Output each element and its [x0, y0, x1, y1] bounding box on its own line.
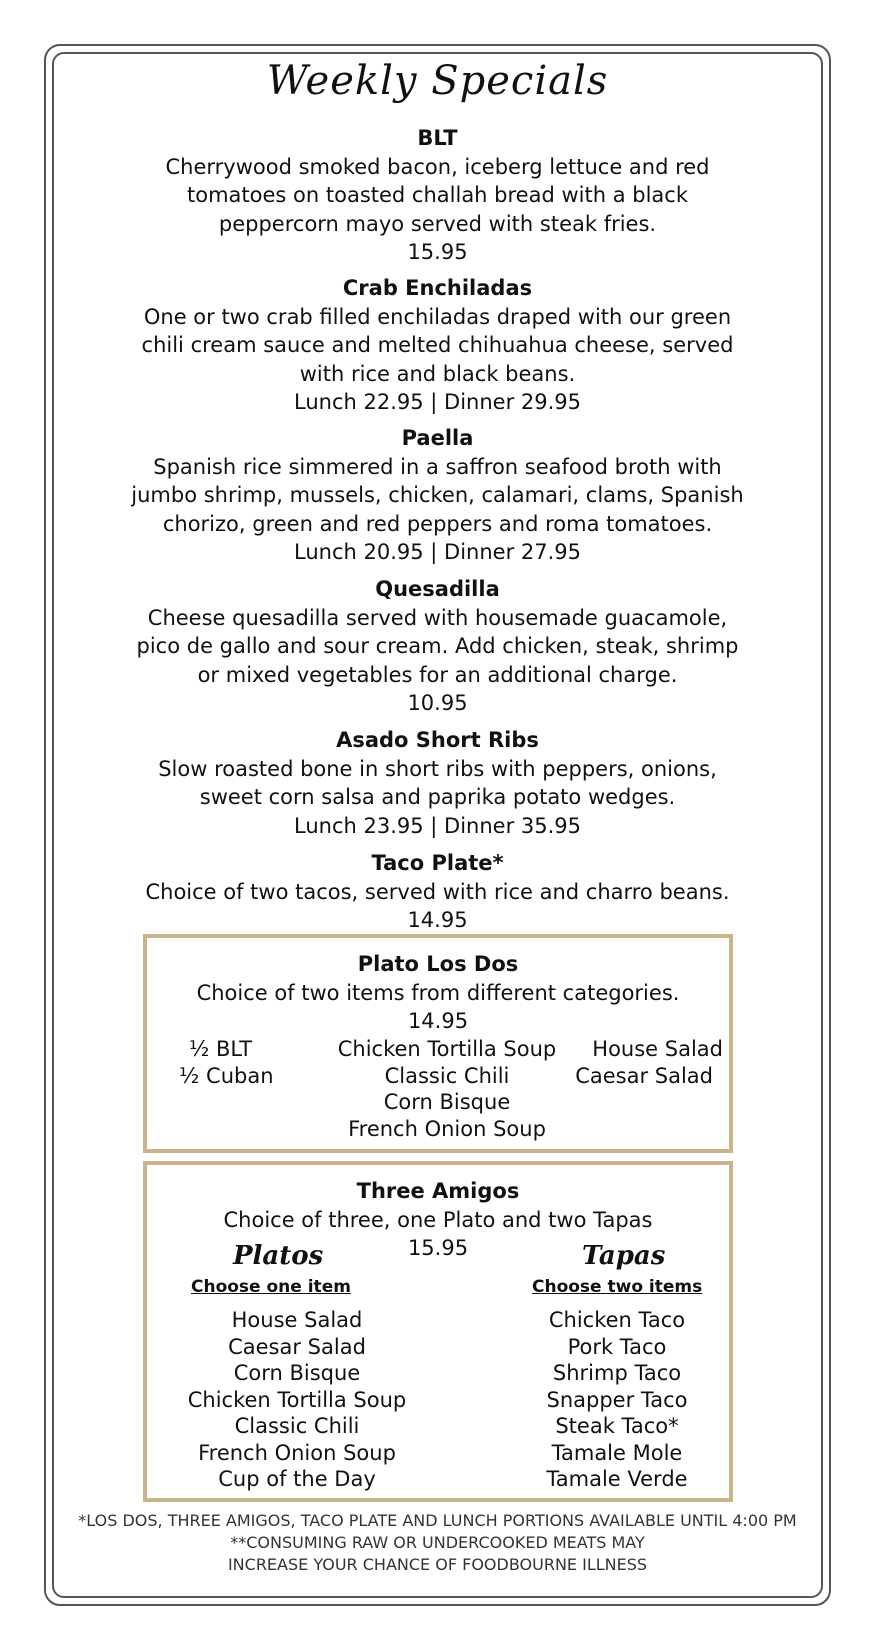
item-price: Lunch 22.95 | Dinner 29.95: [294, 390, 581, 414]
los-dos-col-salads: [575, 1036, 723, 1089]
item-desc-line: peppercorn mayo served with steak fries.: [218, 211, 657, 236]
platos-heading: Platos: [233, 1241, 324, 1271]
item-desc-line: jumbo shrimp, mussels, chicken, calamari, clams, Spanish: [131, 483, 744, 507]
menu-item-taco-plate: [0, 849, 875, 935]
platos-choose-label: Choose one item: [191, 1277, 351, 1297]
los-dos-option: Caesar Salad: [575, 1063, 713, 1088]
footer-line: **CONSUMING RAW OR UNDERCOOKED MEATS MAY: [230, 1533, 645, 1552]
los-dos-option: Classic Chili: [384, 1063, 510, 1088]
footer-line: *LOS DOS, THREE AMIGOS, TACO PLATE AND LUNCH PORTIONS AVAILABLE UNTIL 4:00 PM: [78, 1511, 797, 1530]
menu-item-quesadilla: [0, 575, 875, 718]
tapa-option: Shrimp Taco: [552, 1361, 682, 1385]
los-dos-option: ½ Cuban: [179, 1063, 274, 1088]
los-dos-col-half: [179, 1036, 274, 1089]
item-price: 10.95: [407, 691, 468, 715]
item-price: Lunch 23.95 | Dinner 35.95: [294, 813, 581, 838]
tapa-option: Chicken Taco: [548, 1308, 686, 1332]
tapas-list: [517, 1307, 717, 1493]
item-desc-line: Spanish rice simmered in a saffron seafood broth with: [153, 454, 722, 479]
item-desc-line: Choice of two tacos, served with rice and charro beans.: [145, 879, 730, 904]
three-amigos-price: 15.95: [407, 1236, 469, 1260]
item-name: Asado Short Ribs: [336, 728, 539, 752]
menu-item-blt: [0, 124, 875, 267]
los-dos-box: [143, 934, 733, 1153]
tapas-heading: Tapas: [582, 1241, 666, 1271]
los-dos-option: House Salad: [592, 1037, 723, 1061]
footer-disclaimer: [0, 1510, 875, 1576]
los-dos-option: Chicken Tortilla Soup: [337, 1037, 557, 1061]
plato-option: French Onion Soup: [198, 1440, 396, 1465]
los-dos-name: Plato Los Dos: [357, 952, 519, 976]
tapa-option: Steak Taco*: [555, 1414, 679, 1438]
page-title: Weekly Specials: [266, 58, 609, 104]
item-desc-line: One or two crab filled enchiladas draped with our green: [143, 304, 732, 329]
los-dos-option: French Onion Soup: [348, 1116, 546, 1141]
plato-option: Chicken Tortilla Soup: [187, 1387, 407, 1412]
platos-list: [187, 1307, 407, 1493]
los-dos-option: ½ BLT: [189, 1037, 253, 1061]
item-name: Crab Enchiladas: [342, 276, 533, 300]
item-desc-line: Cherrywood smoked bacon, iceberg lettuce and red: [165, 154, 710, 179]
three-amigos-name: Three Amigos: [356, 1179, 520, 1203]
plato-option: Cup of the Day: [218, 1467, 376, 1491]
los-dos-price: 14.95: [407, 1009, 469, 1033]
menu-item-crab-enchiladas: [0, 274, 875, 417]
item-price: 15.95: [407, 240, 468, 264]
item-name: Quesadilla: [375, 577, 500, 601]
item-desc-line: pico de gallo and sour cream. Add chicken, steak, shrimp: [136, 634, 739, 658]
item-desc-line: tomatoes on toasted challah bread with a black: [187, 183, 688, 207]
menu-item-paella: [0, 424, 875, 567]
item-desc-line: chili cream sauce and melted chihuahua cheese, served: [141, 333, 734, 357]
los-dos-option: Corn Bisque: [383, 1090, 511, 1114]
tapas-choose-label: Choose two items: [532, 1277, 703, 1297]
tapa-option: Snapper Taco: [546, 1387, 688, 1412]
tapa-option: Tamale Verde: [546, 1467, 688, 1491]
plato-option: Corn Bisque: [233, 1361, 361, 1385]
item-desc-line: Slow roasted bone in short ribs with peppers, onions,: [158, 756, 717, 781]
los-dos-header: [147, 950, 729, 1036]
tapa-option: Pork Taco: [567, 1334, 667, 1359]
item-price: Lunch 20.95 | Dinner 27.95: [294, 540, 581, 564]
footer-line: INCREASE YOUR CHANCE OF FOODBOURNE ILLNESS: [227, 1555, 648, 1574]
los-dos-col-soups: [307, 1036, 587, 1142]
item-desc-line: chorizo, green and red peppers and roma tomatoes.: [162, 511, 713, 536]
item-name: Taco Plate*: [371, 851, 504, 875]
plato-option: Classic Chili: [234, 1414, 360, 1438]
item-desc-line: sweet corn salsa and paprika potato wedges.: [199, 785, 676, 809]
item-desc-line: with rice and black beans.: [299, 361, 576, 386]
los-dos-desc: Choice of two items from different categories.: [196, 980, 680, 1005]
item-price: 14.95: [407, 908, 468, 932]
menu-item-asado-short-ribs: [0, 726, 875, 840]
item-name: BLT: [417, 126, 458, 150]
plato-option: Caesar Salad: [228, 1334, 366, 1359]
three-amigos-desc: Choice of three, one Plato and two Tapas: [223, 1207, 653, 1232]
tapa-option: Tamale Mole: [551, 1440, 683, 1465]
item-desc-line: or mixed vegetables for an additional charge.: [197, 662, 678, 687]
plato-option: House Salad: [231, 1308, 363, 1332]
item-desc-line: Cheese quesadilla served with housemade guacamole,: [147, 605, 728, 630]
three-amigos-box: [143, 1161, 733, 1502]
item-name: Paella: [401, 426, 474, 450]
